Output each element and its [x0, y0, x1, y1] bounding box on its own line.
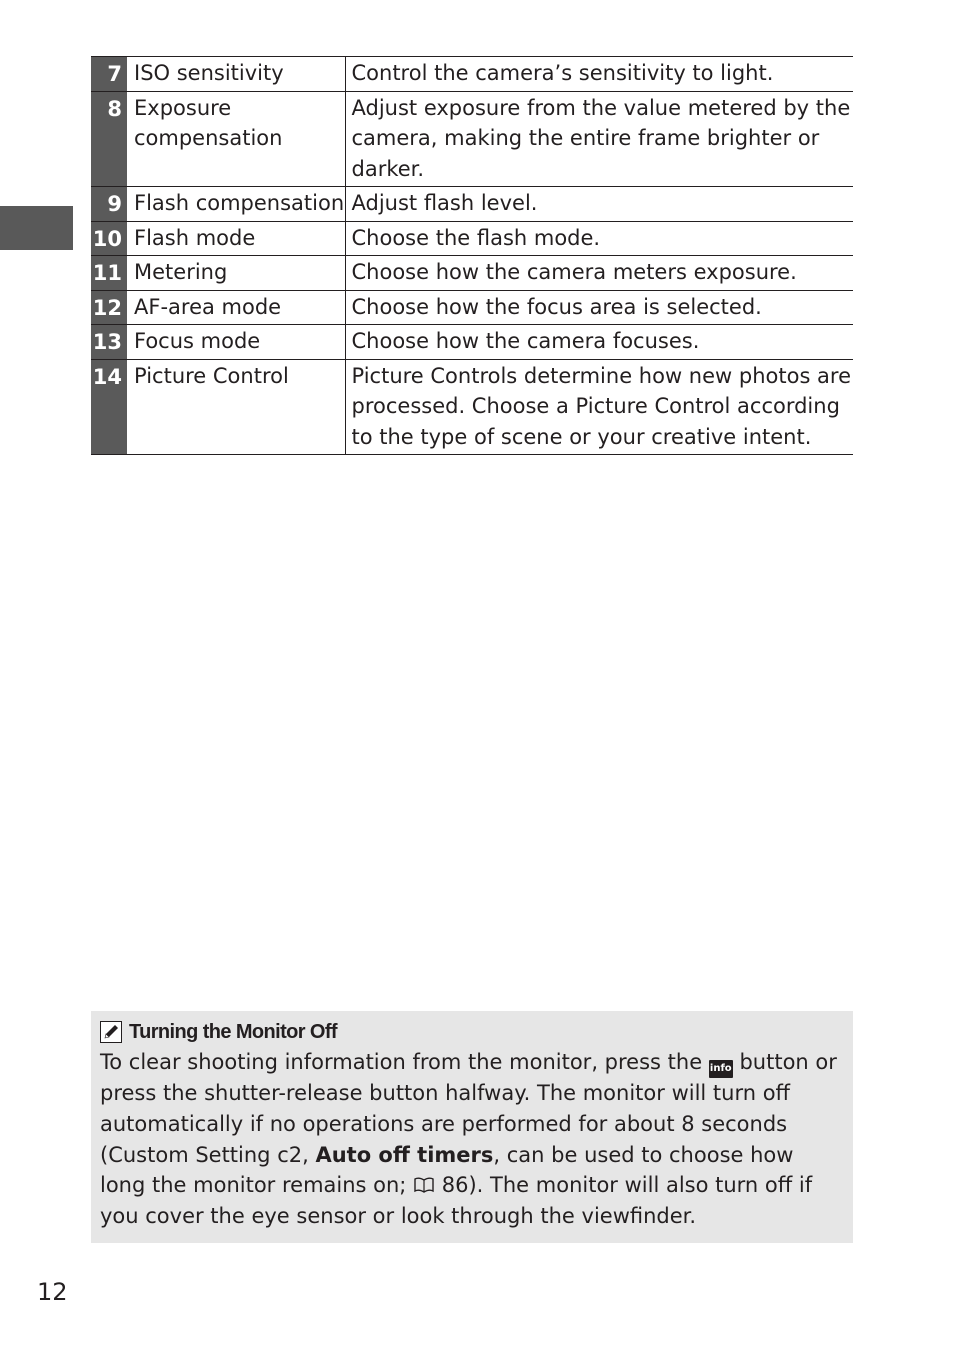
- item-name: Exposure compensation: [127, 91, 345, 187]
- table-row: [91, 325, 853, 360]
- item-description: Adjust flash level.: [351, 191, 538, 215]
- item-name: Picture Control: [127, 359, 345, 455]
- note-heading: [100, 1017, 844, 1047]
- item-description: Control the camera’s sensitivity to light.: [351, 61, 774, 85]
- table-row: [91, 290, 853, 325]
- item-name: Flash mode: [127, 221, 345, 256]
- item-description: Choose how the camera focuses.: [351, 329, 700, 353]
- table-row: [91, 57, 853, 92]
- pencil-icon: [100, 1021, 122, 1043]
- item-number: 7: [91, 57, 127, 92]
- table-row: [91, 359, 853, 455]
- item-number: 14: [91, 359, 127, 455]
- item-name: AF-area mode: [127, 290, 345, 325]
- table-row: [91, 256, 853, 291]
- info-display-table: [91, 56, 853, 455]
- item-number: 10: [91, 221, 127, 256]
- table-row: [91, 187, 853, 222]
- item-name: Focus mode: [127, 325, 345, 360]
- info-button-icon: info: [709, 1060, 733, 1078]
- item-name: Metering: [127, 256, 345, 291]
- item-number: 12: [91, 290, 127, 325]
- page-reference[interactable]: 86: [441, 1173, 469, 1198]
- item-number: 13: [91, 325, 127, 360]
- item-description: Picture Controls determine how new photos are processed. Choose a Picture Control according to the type of scene or your creative intent.: [351, 363, 852, 449]
- item-number: 8: [91, 91, 127, 187]
- page-number: 12: [37, 1278, 68, 1306]
- item-name: ISO sensitivity: [127, 57, 345, 92]
- item-number: 11: [91, 256, 127, 291]
- item-number: 9: [91, 187, 127, 222]
- note-text-segment: To clear shooting information from the monitor, press the: [100, 1050, 709, 1074]
- chapter-tab: [0, 206, 73, 250]
- item-description: Choose how the camera meters exposure.: [351, 260, 797, 284]
- table-row: [91, 91, 853, 187]
- book-icon: [413, 1177, 435, 1193]
- item-description: Adjust exposure from the value metered by the camera, making the entire frame brighter or darker.: [351, 95, 851, 181]
- note-box: [91, 1011, 853, 1243]
- table-row: [91, 221, 853, 256]
- item-name: Flash compensation: [127, 187, 345, 222]
- note-text-segment: button or press the shutter-release button halfway. The monitor will turn off automatically if no operations are performed for about 8 seconds (Custom Setting c2,: [100, 1050, 837, 1167]
- note-text-segment: ). The monitor will also turn off if you cover the eye sensor or look through the viewfinder.: [100, 1173, 813, 1229]
- note-text-segment: , can be used to choose how long the monitor remains on;: [100, 1142, 794, 1198]
- item-description: Choose the flash mode.: [351, 225, 601, 250]
- auto-off-timers-term: Auto off timers: [315, 1142, 494, 1167]
- item-description: Choose how the focus area is selected.: [351, 294, 762, 319]
- note-text: [100, 1047, 844, 1232]
- note-title: Turning the Monitor Off: [129, 1020, 337, 1043]
